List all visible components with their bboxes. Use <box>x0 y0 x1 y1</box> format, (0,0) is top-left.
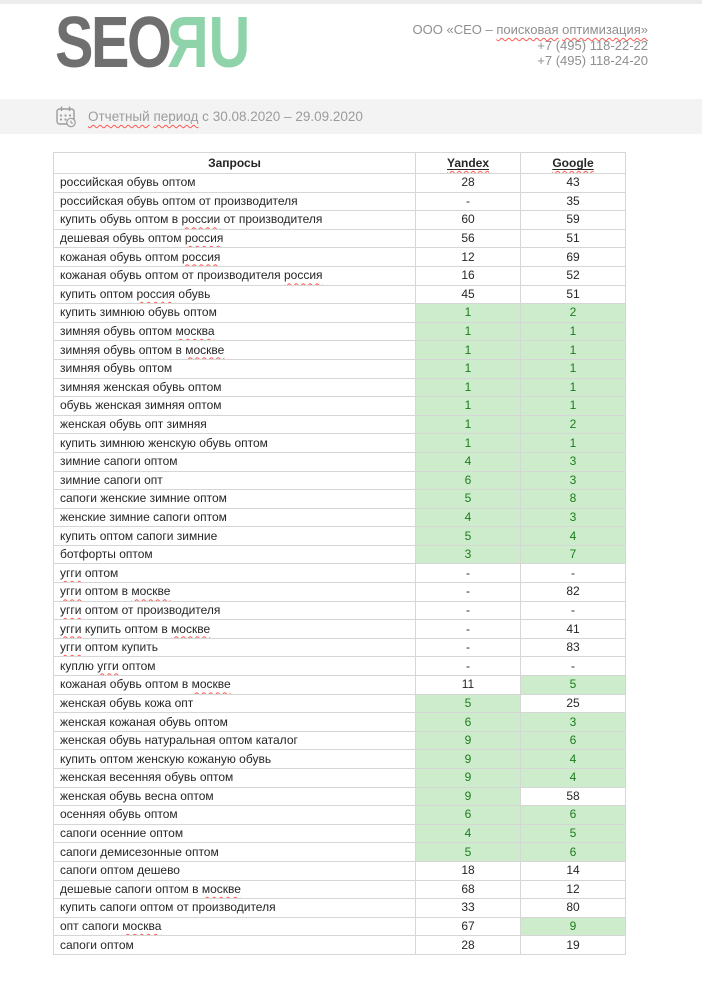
google-position-cell: 83 <box>521 638 626 657</box>
yandex-position-cell: 18 <box>416 861 521 880</box>
query-cell: купить сапоги оптом от производителя <box>54 899 416 918</box>
query-cell: зимняя женская обувь оптом <box>54 378 416 397</box>
queries-table <box>53 152 626 955</box>
yandex-position-cell: 6 <box>416 713 521 732</box>
query-cell: сапоги женские зимние оптом <box>54 490 416 509</box>
query-cell: женская кожаная обувь оптом <box>54 713 416 732</box>
queries-table-wrap <box>53 152 625 955</box>
table-row <box>54 583 626 602</box>
google-position-cell: 9 <box>521 917 626 936</box>
company-phone-2: +7 (495) 118-24-20 <box>537 53 648 68</box>
google-position-cell: 4 <box>521 527 626 546</box>
google-position-cell: 35 <box>521 192 626 211</box>
google-position-cell: 41 <box>521 620 626 639</box>
query-cell: зимняя обувь оптом москва <box>54 322 416 341</box>
query-cell: угги оптом <box>54 564 416 583</box>
google-position-cell: 80 <box>521 899 626 918</box>
google-position-cell: 19 <box>521 936 626 955</box>
query-cell: осенняя обувь оптом <box>54 806 416 825</box>
query-cell: женская обувь кожа опт <box>54 694 416 713</box>
yandex-position-cell: 1 <box>416 415 521 434</box>
table-row <box>54 508 626 527</box>
yandex-position-cell: - <box>416 657 521 676</box>
google-position-cell: 3 <box>521 471 626 490</box>
company-name: ООО «СЕО – поисковая оптимизация» <box>412 22 648 37</box>
google-position-cell: 59 <box>521 211 626 230</box>
query-cell: купить оптом сапоги зимние <box>54 527 416 546</box>
google-position-cell: 1 <box>521 397 626 416</box>
query-cell: сапоги оптом дешево <box>54 861 416 880</box>
table-row <box>54 304 626 323</box>
report-period-label: Отчетный период с 30.08.2020 – 29.09.2020 <box>88 109 363 124</box>
google-position-cell: 6 <box>521 806 626 825</box>
query-cell: купить оптом россия обувь <box>54 285 416 304</box>
query-cell: дешевые сапоги оптом в москве <box>54 880 416 899</box>
google-position-cell: 52 <box>521 266 626 285</box>
table-row <box>54 713 626 732</box>
table-row <box>54 415 626 434</box>
google-position-cell: 6 <box>521 843 626 862</box>
table-row <box>54 471 626 490</box>
seoru-logo <box>55 3 248 83</box>
yandex-position-cell: 9 <box>416 750 521 769</box>
yandex-position-cell: 9 <box>416 731 521 750</box>
table-row <box>54 211 626 230</box>
table-row <box>54 545 626 564</box>
table-row <box>54 229 626 248</box>
google-position-cell: 43 <box>521 174 626 193</box>
google-position-cell: 1 <box>521 359 626 378</box>
report-period-bar <box>0 99 702 134</box>
table-row <box>54 452 626 471</box>
google-position-cell: 69 <box>521 248 626 267</box>
query-cell: опт сапоги москва <box>54 917 416 936</box>
google-position-cell: 2 <box>521 415 626 434</box>
google-position-cell: 3 <box>521 452 626 471</box>
company-phone-1: +7 (495) 118-22-22 <box>537 37 648 53</box>
yandex-position-cell: 1 <box>416 359 521 378</box>
google-position-cell: 51 <box>521 285 626 304</box>
table-row <box>54 899 626 918</box>
table-row <box>54 434 626 453</box>
yandex-position-cell: 33 <box>416 899 521 918</box>
query-cell: кожаная обувь оптом россия <box>54 248 416 267</box>
yandex-position-cell: 5 <box>416 843 521 862</box>
query-cell: угги оптом купить <box>54 638 416 657</box>
google-position-cell: 14 <box>521 861 626 880</box>
query-cell: российская обувь оптом <box>54 174 416 193</box>
yandex-position-cell: 16 <box>416 266 521 285</box>
table-row <box>54 880 626 899</box>
table-row <box>54 266 626 285</box>
query-cell: сапоги оптом <box>54 936 416 955</box>
query-cell: обувь женская зимняя оптом <box>54 397 416 416</box>
table-row <box>54 917 626 936</box>
yandex-position-cell: 1 <box>416 434 521 453</box>
query-cell: купить оптом женскую кожаную обувь <box>54 750 416 769</box>
table-row <box>54 824 626 843</box>
google-position-cell: 1 <box>521 434 626 453</box>
query-cell: купить обувь оптом в россии от производителя <box>54 211 416 230</box>
table-row <box>54 676 626 695</box>
table-row <box>54 564 626 583</box>
yandex-position-cell: 6 <box>416 806 521 825</box>
query-cell: сапоги демисезонные оптом <box>54 843 416 862</box>
query-cell: женская обувь опт зимняя <box>54 415 416 434</box>
logo-seo-text: SEO <box>55 3 170 83</box>
table-row <box>54 861 626 880</box>
google-position-cell: 6 <box>521 731 626 750</box>
query-cell: угги купить оптом в москве <box>54 620 416 639</box>
table-row <box>54 285 626 304</box>
yandex-position-cell: - <box>416 192 521 211</box>
google-position-cell: 58 <box>521 787 626 806</box>
table-row <box>54 248 626 267</box>
table-row <box>54 378 626 397</box>
table-row <box>54 620 626 639</box>
column-header-queries: Запросы <box>54 153 416 174</box>
logo-r-letter: R <box>169 3 209 83</box>
yandex-position-cell: 12 <box>416 248 521 267</box>
query-cell: зимние сапоги опт <box>54 471 416 490</box>
table-row <box>54 694 626 713</box>
table-row <box>54 750 626 769</box>
yandex-position-cell: 9 <box>416 769 521 788</box>
query-cell: дешевая обувь оптом россия <box>54 229 416 248</box>
query-cell: кожаная обувь оптом от производителя россия <box>54 266 416 285</box>
google-position-cell: 25 <box>521 694 626 713</box>
yandex-position-cell: 4 <box>416 824 521 843</box>
google-position-cell: 3 <box>521 508 626 527</box>
table-row <box>54 174 626 193</box>
query-cell: куплю угги оптом <box>54 657 416 676</box>
table-row <box>54 806 626 825</box>
query-cell: сапоги осенние оптом <box>54 824 416 843</box>
yandex-position-cell: - <box>416 583 521 602</box>
yandex-position-cell: 1 <box>416 304 521 323</box>
table-row <box>54 936 626 955</box>
table-row <box>54 638 626 657</box>
google-position-cell: 5 <box>521 824 626 843</box>
google-position-cell: 51 <box>521 229 626 248</box>
query-cell: угги оптом от производителя <box>54 601 416 620</box>
query-cell: российская обувь оптом от производителя <box>54 192 416 211</box>
logo-u-letter: U <box>208 3 248 83</box>
google-position-cell: 8 <box>521 490 626 509</box>
yandex-position-cell: 1 <box>416 378 521 397</box>
google-position-cell: 2 <box>521 304 626 323</box>
google-position-cell: 1 <box>521 341 626 360</box>
table-row <box>54 527 626 546</box>
queries-table-body <box>54 174 626 955</box>
table-row <box>54 192 626 211</box>
query-cell: женская обувь натуральная оптом каталог <box>54 731 416 750</box>
query-cell: зимние сапоги оптом <box>54 452 416 471</box>
table-header-row <box>54 153 626 174</box>
yandex-position-cell: 60 <box>416 211 521 230</box>
query-cell: купить зимнюю женскую обувь оптом <box>54 434 416 453</box>
query-cell: угги оптом в москве <box>54 583 416 602</box>
column-header-google: Google <box>521 153 626 174</box>
query-cell: зимняя обувь оптом <box>54 359 416 378</box>
yandex-position-cell: 1 <box>416 322 521 341</box>
google-position-cell: 82 <box>521 583 626 602</box>
google-position-cell: 4 <box>521 769 626 788</box>
query-cell: зимняя обувь оптом в москве <box>54 341 416 360</box>
yandex-position-cell: - <box>416 620 521 639</box>
google-position-cell: 1 <box>521 378 626 397</box>
yandex-position-cell: 1 <box>416 341 521 360</box>
table-row <box>54 769 626 788</box>
table-row <box>54 601 626 620</box>
column-header-yandex: Yandex <box>416 153 521 174</box>
yandex-position-cell: 68 <box>416 880 521 899</box>
google-position-cell: - <box>521 601 626 620</box>
google-position-cell: 3 <box>521 713 626 732</box>
company-info <box>413 22 648 69</box>
table-row <box>54 322 626 341</box>
calendar-icon <box>55 105 77 128</box>
table-row <box>54 731 626 750</box>
yandex-position-cell: 5 <box>416 694 521 713</box>
google-position-cell: 1 <box>521 322 626 341</box>
query-cell: кожаная обувь оптом в москве <box>54 676 416 695</box>
yandex-position-cell: 5 <box>416 490 521 509</box>
query-cell: купить зимнюю обувь оптом <box>54 304 416 323</box>
query-cell: женская обувь весна оптом <box>54 787 416 806</box>
table-row <box>54 843 626 862</box>
table-row <box>54 657 626 676</box>
yandex-position-cell: 1 <box>416 397 521 416</box>
yandex-position-cell: 45 <box>416 285 521 304</box>
google-position-cell: 7 <box>521 545 626 564</box>
google-position-cell: 5 <box>521 676 626 695</box>
yandex-position-cell: - <box>416 564 521 583</box>
yandex-position-cell: 5 <box>416 527 521 546</box>
yandex-position-cell: 4 <box>416 452 521 471</box>
yandex-position-cell: 6 <box>416 471 521 490</box>
table-row <box>54 341 626 360</box>
google-position-cell: 4 <box>521 750 626 769</box>
yandex-position-cell: - <box>416 601 521 620</box>
yandex-position-cell: 11 <box>416 676 521 695</box>
table-row <box>54 787 626 806</box>
google-position-cell: 12 <box>521 880 626 899</box>
yandex-position-cell: 28 <box>416 174 521 193</box>
yandex-position-cell: 67 <box>416 917 521 936</box>
table-row <box>54 397 626 416</box>
yandex-position-cell: - <box>416 638 521 657</box>
query-cell: женская весенняя обувь оптом <box>54 769 416 788</box>
query-cell: ботфорты оптом <box>54 545 416 564</box>
yandex-position-cell: 9 <box>416 787 521 806</box>
google-position-cell: - <box>521 657 626 676</box>
google-position-cell: - <box>521 564 626 583</box>
table-row <box>54 359 626 378</box>
yandex-position-cell: 28 <box>416 936 521 955</box>
table-row <box>54 490 626 509</box>
yandex-position-cell: 3 <box>416 545 521 564</box>
yandex-position-cell: 56 <box>416 229 521 248</box>
query-cell: женские зимние сапоги оптом <box>54 508 416 527</box>
yandex-position-cell: 4 <box>416 508 521 527</box>
